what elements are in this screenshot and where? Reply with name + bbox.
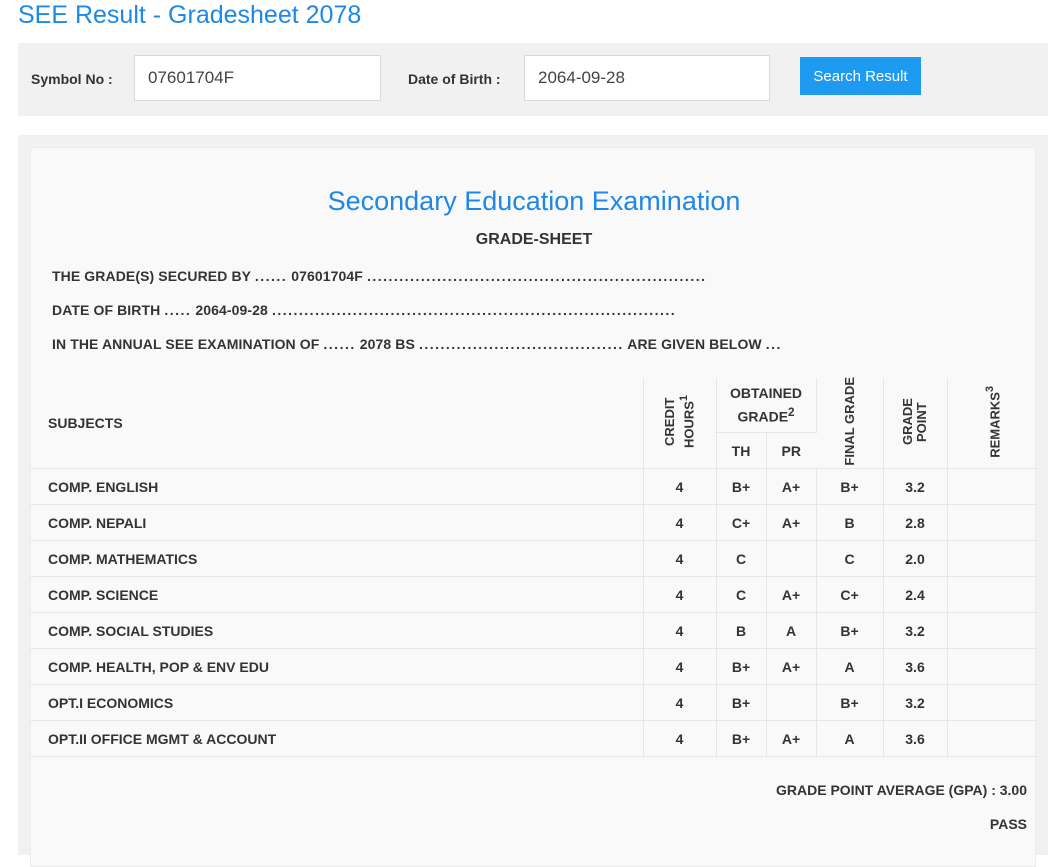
cell-grade-point: 3.2 [883,469,947,505]
search-panel [18,43,1048,116]
cell-th-grade: B+ [716,685,766,721]
table-row [31,649,1037,685]
gradesheet-title: GRADE-SHEET [475,231,593,248]
cell-credit-hours: 4 [643,541,716,577]
cell-remarks [947,505,1037,541]
cell-grade-point: 2.8 [883,505,947,541]
exam-title: Secondary Education Examination [327,186,741,216]
cell-pr-grade: A+ [766,469,816,505]
header-pr: PR [766,433,816,469]
cell-final-grade: B [816,505,883,541]
cell-pr-grade [766,685,816,721]
cell-th-grade: B [716,613,766,649]
header-th: TH [716,433,766,469]
cell-pr-grade: A+ [766,505,816,541]
cell-subject: COMP. ENGLISH [31,469,643,505]
table-row [31,469,1037,505]
grades-table [31,378,1037,757]
cell-subject: COMP. SOCIAL STUDIES [31,613,643,649]
cell-final-grade: B+ [816,685,883,721]
cell-grade-point: 3.2 [883,685,947,721]
cell-final-grade: B+ [816,469,883,505]
cell-th-grade: C+ [716,505,766,541]
cell-grade-point: 2.0 [883,541,947,577]
table-row [31,685,1037,721]
cell-remarks [947,577,1037,613]
cell-subject: COMP. MATHEMATICS [31,541,643,577]
cell-final-grade: C+ [816,577,883,613]
cell-final-grade: C [816,541,883,577]
cell-final-grade: A [816,721,883,757]
cell-subject: COMP. NEPALI [31,505,643,541]
cell-pr-grade: A+ [766,577,816,613]
dob-value: 2064-09-28 [195,302,268,318]
cell-grade-point: 3.6 [883,721,947,757]
secured-by-value: 07601704F [291,268,363,284]
cell-remarks [947,469,1037,505]
cell-credit-hours: 4 [643,685,716,721]
dob-line: DATE OF BIRTH ..... 2064-09-28 ........................................................................... [52,302,677,318]
cell-remarks [947,721,1037,757]
dob-input[interactable] [524,55,770,101]
cell-subject: OPT.I ECONOMICS [31,685,643,721]
cell-credit-hours: 4 [643,505,716,541]
exam-prefix: IN THE ANNUAL SEE EXAMINATION OF [52,336,320,352]
page-title: SEE Result - Gradesheet 2078 [18,1,362,29]
cell-th-grade: B+ [716,721,766,757]
search-result-button[interactable]: Search Result [800,57,921,95]
secured-by-line: THE GRADE(S) SECURED BY ...... 07601704F ............................................................... [52,268,707,284]
gradesheet-panel [18,135,1048,855]
header-grade-point: GRADE POINT [883,378,947,469]
symbol-no-input[interactable] [134,55,381,101]
symbol-no-label: Symbol No : [31,71,113,87]
cell-grade-point: 3.2 [883,613,947,649]
exam-suffix: ARE GIVEN BELOW [627,336,762,352]
secured-by-prefix: THE GRADE(S) SECURED BY [52,268,251,284]
dob-prefix: DATE OF BIRTH [52,302,161,318]
cell-th-grade: C [716,577,766,613]
table-row [31,577,1037,613]
table-row [31,613,1037,649]
cell-pr-grade: A+ [766,649,816,685]
result-status: PASS [989,816,1027,832]
cell-subject: COMP. SCIENCE [31,577,643,613]
gpa-summary: GRADE POINT AVERAGE (GPA) : 3.00 [776,782,1027,798]
cell-credit-hours: 4 [643,577,716,613]
cell-grade-point: 2.4 [883,577,947,613]
cell-pr-grade: A [766,613,816,649]
cell-grade-point: 3.6 [883,649,947,685]
header-final-grade: FINAL GRADE [816,378,883,469]
table-row [31,505,1037,541]
cell-remarks [947,613,1037,649]
cell-final-grade: A [816,649,883,685]
cell-credit-hours: 4 [643,649,716,685]
table-row [31,721,1037,757]
exam-value: 2078 BS [359,336,415,352]
cell-remarks [947,649,1037,685]
exam-line: IN THE ANNUAL SEE EXAMINATION OF ...... 2078 BS ...................................... ARE GIVEN BELOW ... [52,336,782,352]
cell-th-grade: B+ [716,649,766,685]
cell-th-grade: C [716,541,766,577]
cell-final-grade: B+ [816,613,883,649]
cell-credit-hours: 4 [643,613,716,649]
cell-remarks [947,541,1037,577]
gradesheet [30,147,1036,867]
cell-credit-hours: 4 [643,721,716,757]
cell-remarks [947,685,1037,721]
header-subjects: SUBJECTS [31,378,643,469]
cell-credit-hours: 4 [643,469,716,505]
cell-pr-grade: A+ [766,721,816,757]
cell-subject: COMP. HEALTH, POP & ENV EDU [31,649,643,685]
dob-label: Date of Birth : [408,71,501,87]
header-obtained-grade: OBTAINED GRADE$^2$ [716,378,816,433]
table-row [31,541,1037,577]
cell-pr-grade [766,541,816,577]
header-remarks: REMARKS$^3$ [947,378,1037,469]
cell-subject: OPT.II OFFICE MGMT & ACCOUNT [31,721,643,757]
header-credit-hours: CREDIT HOURS$^1$ [643,378,716,469]
cell-th-grade: B+ [716,469,766,505]
